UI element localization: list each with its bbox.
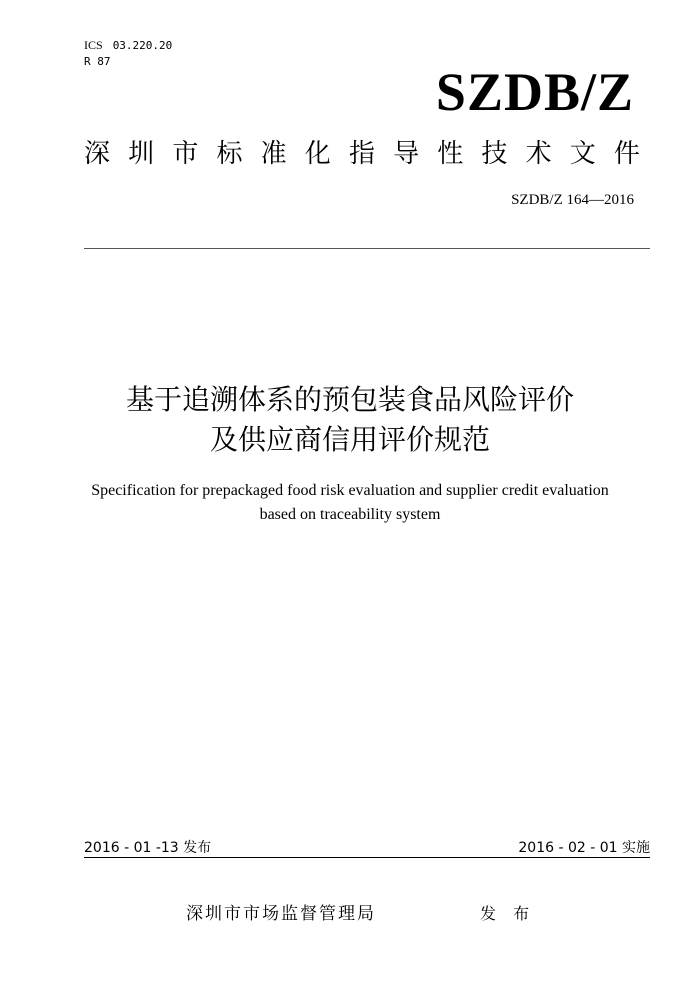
title-en-line2: based on traceability system <box>259 506 441 523</box>
document-type <box>84 136 640 172</box>
doc-type-char: 市 <box>172 139 199 169</box>
doc-type-char: 深 <box>84 139 111 169</box>
header-divider <box>84 248 650 249</box>
doc-type-char: 化 <box>304 139 331 169</box>
doc-type-char: 圳 <box>128 139 155 169</box>
ccs-code: R 87 <box>84 55 111 68</box>
standard-logo: SZDB/Z <box>435 62 634 122</box>
title-zh-line1: 基于追溯体系的预包装食品风险评价 <box>125 383 574 416</box>
doc-type-char: 标 <box>216 139 243 169</box>
issuing-authority: 深圳市市场监督管理局 <box>186 904 376 924</box>
doc-type-char: 术 <box>525 139 552 169</box>
doc-type-char: 件 <box>613 139 640 169</box>
title-en-line1: Specification for prepackaged food risk evaluation and supplier credit evaluation <box>91 482 609 499</box>
doc-type-char: 指 <box>348 139 375 169</box>
ics-label: ICS <box>84 38 103 52</box>
title-zh-line2: 及供应商信用评价规范 <box>209 423 490 456</box>
document-number: SZDB/Z 164—2016 <box>511 192 634 208</box>
footer-divider <box>84 857 650 858</box>
implementation-date: 2016 - 02 - 01 实施 <box>518 840 650 856</box>
publish-label: 发 布 <box>480 904 536 923</box>
doc-type-char: 准 <box>260 139 287 169</box>
doc-type-char: 导 <box>393 139 420 169</box>
doc-type-char: 技 <box>481 139 508 169</box>
doc-type-char: 文 <box>569 139 596 169</box>
doc-type-char: 性 <box>437 139 464 169</box>
ics-code: 03.220.20 <box>112 39 173 52</box>
ics-line <box>84 37 172 54</box>
issue-date: 2016 - 01 -13 发布 <box>84 840 212 856</box>
